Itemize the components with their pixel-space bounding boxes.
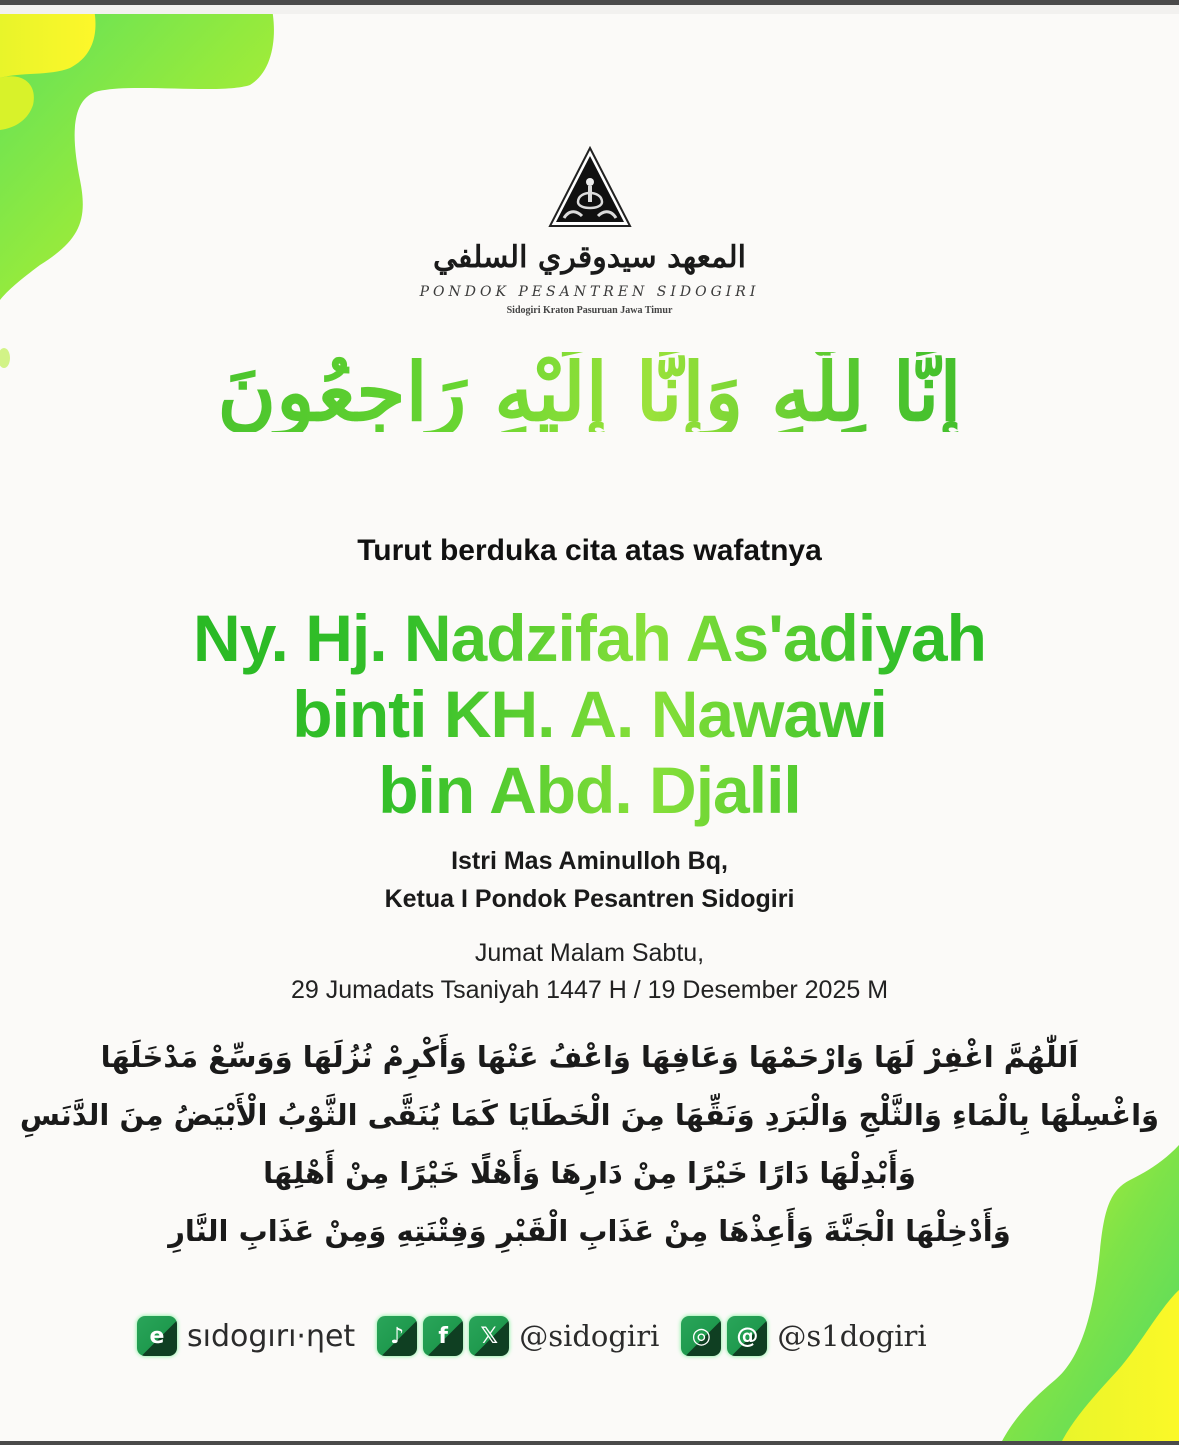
condolence-heading: Turut berduka cita atas wafatnya (357, 534, 822, 567)
prayer-line: وَأَبْدِلْهَا دَارًا خَيْرًا مِنْ دَارِهَا وَأَهْلًا خَيْرًا مِنْ أَهْلِهَا (263, 1156, 916, 1190)
social-footer (137, 1316, 949, 1356)
social-handle-secondary[interactable]: @s1dogiri (777, 1319, 927, 1353)
relation-description (0, 842, 1179, 918)
name-line: bin Abd. Djalil (0, 752, 1179, 828)
website-link[interactable]: sıdogırı·ηet (187, 1318, 356, 1354)
tiktok-icon[interactable]: ♪ (377, 1316, 417, 1356)
prayer-line: اَللّٰهُمَّ اغْفِرْ لَهَا وَارْحَمْهَا وَعَافِهَا وَاعْفُ عَنْهَا وَأَكْرِمْ نُزُلَهَا وَوَسِّعْ مَدْخَلَهَا (100, 1040, 1079, 1074)
institution-name-arabic: المعهد سيدوقري السلفي (433, 240, 746, 275)
website-icon[interactable]: e (137, 1316, 177, 1356)
social-handle-primary[interactable]: @sidogiri (519, 1319, 660, 1353)
date-line: 29 Jumadats Tsaniyah 1447 H / 19 Desember 2025 M (290, 976, 889, 1004)
date-line: Jumat Malam Sabtu, (474, 939, 705, 967)
date-of-passing (0, 935, 1179, 1009)
institution-name-latin: PONDOK PESANTREN SIDOGIRI (419, 284, 760, 300)
top-frame-bar (0, 0, 1179, 5)
top-frame-shadow (0, 5, 1179, 14)
institution-logo (0, 146, 1179, 234)
istirja-calligraphy: إِنَّا لِلّٰهِ وَإِنَّا إِلَيْهِ رَاجِعُونَ (0, 352, 1179, 432)
prayer-line: وَأَدْخِلْهَا الْجَنَّةَ وَأَعِذْهَا مِنْ عَذَابِ الْقَبْرِ وَفِتْنَتِهِ وَمِنْ عَذَابِ النَّارِ (168, 1214, 1011, 1248)
funeral-prayer (0, 1028, 1179, 1260)
name-line: binti KH. A. Nawawi (0, 676, 1179, 752)
bottom-frame-bar (0, 1441, 1179, 1445)
x-twitter-icon[interactable]: 𝕏 (469, 1316, 509, 1356)
instagram-icon[interactable]: ◎ (681, 1316, 721, 1356)
role-line: Ketua I Pondok Pesantren Sidogiri (384, 885, 795, 913)
prayer-line: وَاغْسِلْهَا بِالْمَاءِ وَالثَّلْجِ وَالْبَرَدِ وَنَقِّهَا مِنَ الْخَطَايَا كَمَا يُنَقَّى الثَّوْبُ الْأَبْيَضُ مِنَ الدَّنَسِ (19, 1098, 1160, 1132)
name-line: Ny. Hj. Nadzifah As'adiyah (0, 600, 1179, 676)
triangle-emblem-icon (548, 146, 632, 230)
institution-address: Sidogiri Kraton Pasuruan Jawa Timur (506, 305, 673, 316)
deceased-name (0, 600, 1179, 828)
facebook-icon[interactable]: f (423, 1316, 463, 1356)
role-line: Istri Mas Aminulloh Bq, (451, 847, 728, 875)
threads-icon[interactable]: @ (727, 1316, 767, 1356)
